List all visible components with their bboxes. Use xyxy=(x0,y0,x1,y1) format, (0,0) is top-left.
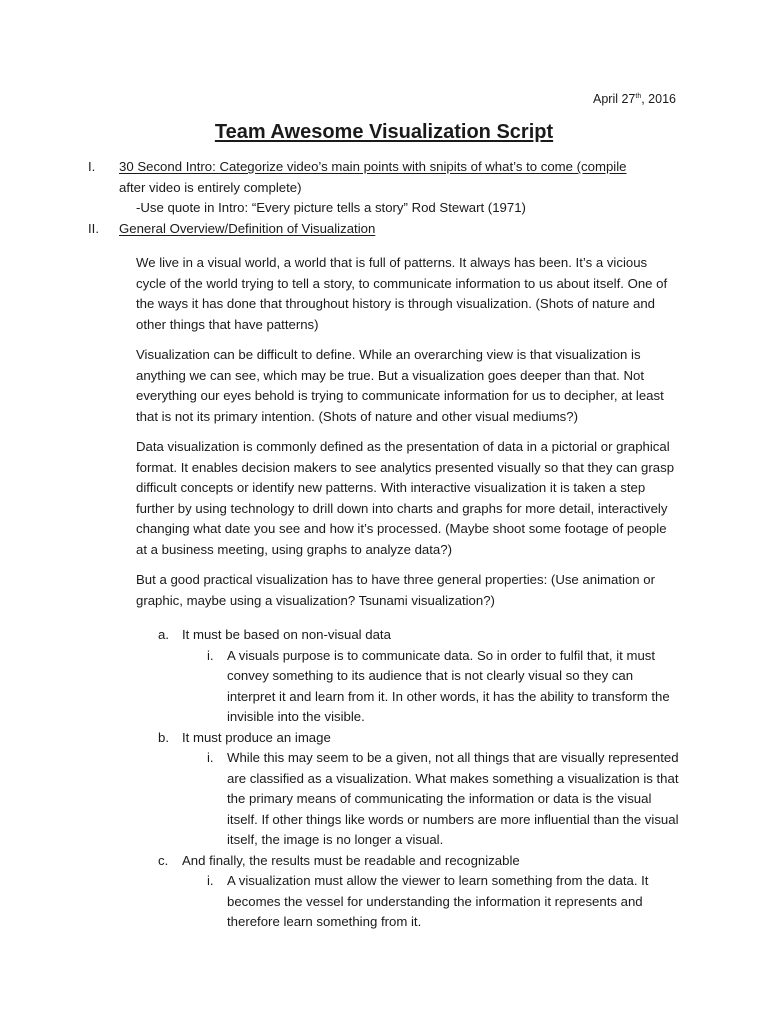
section-2 xyxy=(82,219,682,240)
date-year: , 2016 xyxy=(641,92,676,106)
list-marker: i. xyxy=(207,750,214,765)
list-marker: b. xyxy=(158,729,169,745)
sub-item xyxy=(207,748,680,851)
date-main: April 27 xyxy=(593,92,636,106)
paragraph: But a good practical visualization has to have three general properties: (Use animation or graphic, maybe using a visualization? Tsunami visualization?) xyxy=(136,572,656,608)
section-2-numeral: II. xyxy=(88,220,99,236)
property-text: It must produce an image xyxy=(182,729,331,745)
date-suffix: th xyxy=(635,92,642,100)
list-marker: i. xyxy=(207,873,214,888)
list-marker: c. xyxy=(158,852,169,868)
paragraph: We live in a visual world, a world that is full of patterns. It always has been. It’s a vicious cycle of the world trying to tell a story, to communicate information to us about itself. One of the ways it has done that throughout history is through visualization. (Shots of nature and other things that have patterns) xyxy=(136,255,668,332)
sub-item-text: A visuals purpose is to communicate data. So in order to fulfil that, it must convey something to its audience that is not clearly visual so they can interpret it and learn from it. In other words, it has the ability to transform the invisible into the visible. xyxy=(227,647,670,724)
section-1-quote: -Use quote in Intro: “Every picture tells a story” Rod Stewart (1971) xyxy=(136,200,526,215)
property-text: And finally, the results must be readable and recognizable xyxy=(182,852,520,868)
sub-item-text: A visualization must allow the viewer to learn something from the data. It becomes the vessel for understanding the information it represents and therefore learn something from it. xyxy=(227,873,649,929)
document-date xyxy=(593,92,676,106)
section-1-numeral: I. xyxy=(88,159,96,174)
property-text: It must be based on non-visual data xyxy=(182,627,391,642)
sub-item xyxy=(207,871,680,933)
section-1-heading-cont: after video is entirely complete) xyxy=(119,179,302,195)
section-1 xyxy=(82,157,682,219)
property-item-a xyxy=(158,625,680,646)
sub-item-text: While this may seem to be a given, not all things that are visually represented are classified as a visualization. What makes something a visualization is that the primary means of communicating the information or data is the visual itself. If other things like words or numbers are more influential than the visual itself, the image is no longer a visual. xyxy=(227,750,679,847)
script-outline xyxy=(82,157,682,933)
properties-list xyxy=(158,625,680,933)
paragraph: Data visualization is commonly defined as the presentation of data in a pictorial or graphical format. It enables decision makers to see analytics presented visually so that they can grasp difficult concepts or identify new patterns. With interactive visualization it is taken a step further by using technology to drill down into charts and graphs for more detail, interactively changing what date you see and how it’s processed. (Maybe shoot some footage of people at a business meeting, using graphs to analyze data?) xyxy=(136,439,675,557)
sub-item xyxy=(207,646,680,728)
property-item-c xyxy=(158,851,680,872)
list-marker: i. xyxy=(207,647,214,663)
section-2-heading: General Overview/Definition of Visualization xyxy=(119,220,376,236)
list-marker: a. xyxy=(158,627,169,642)
section-2-body xyxy=(136,253,680,933)
document-title: Team Awesome Visualization Script xyxy=(214,121,554,143)
section-1-heading: 30 Second Intro: Categorize video’s main points with snipits of what’s to come (compile xyxy=(119,159,627,174)
property-item-b xyxy=(158,728,680,749)
paragraph: Visualization can be difficult to define. While an overarching view is that visualization is anything we can see, which may be true. But a visualization goes deeper than that. Not everything our eyes behold is trying to communicate information for us to decipher, at least that is not its primary intention. (Shots of nature and other visual mediums?) xyxy=(136,347,664,424)
